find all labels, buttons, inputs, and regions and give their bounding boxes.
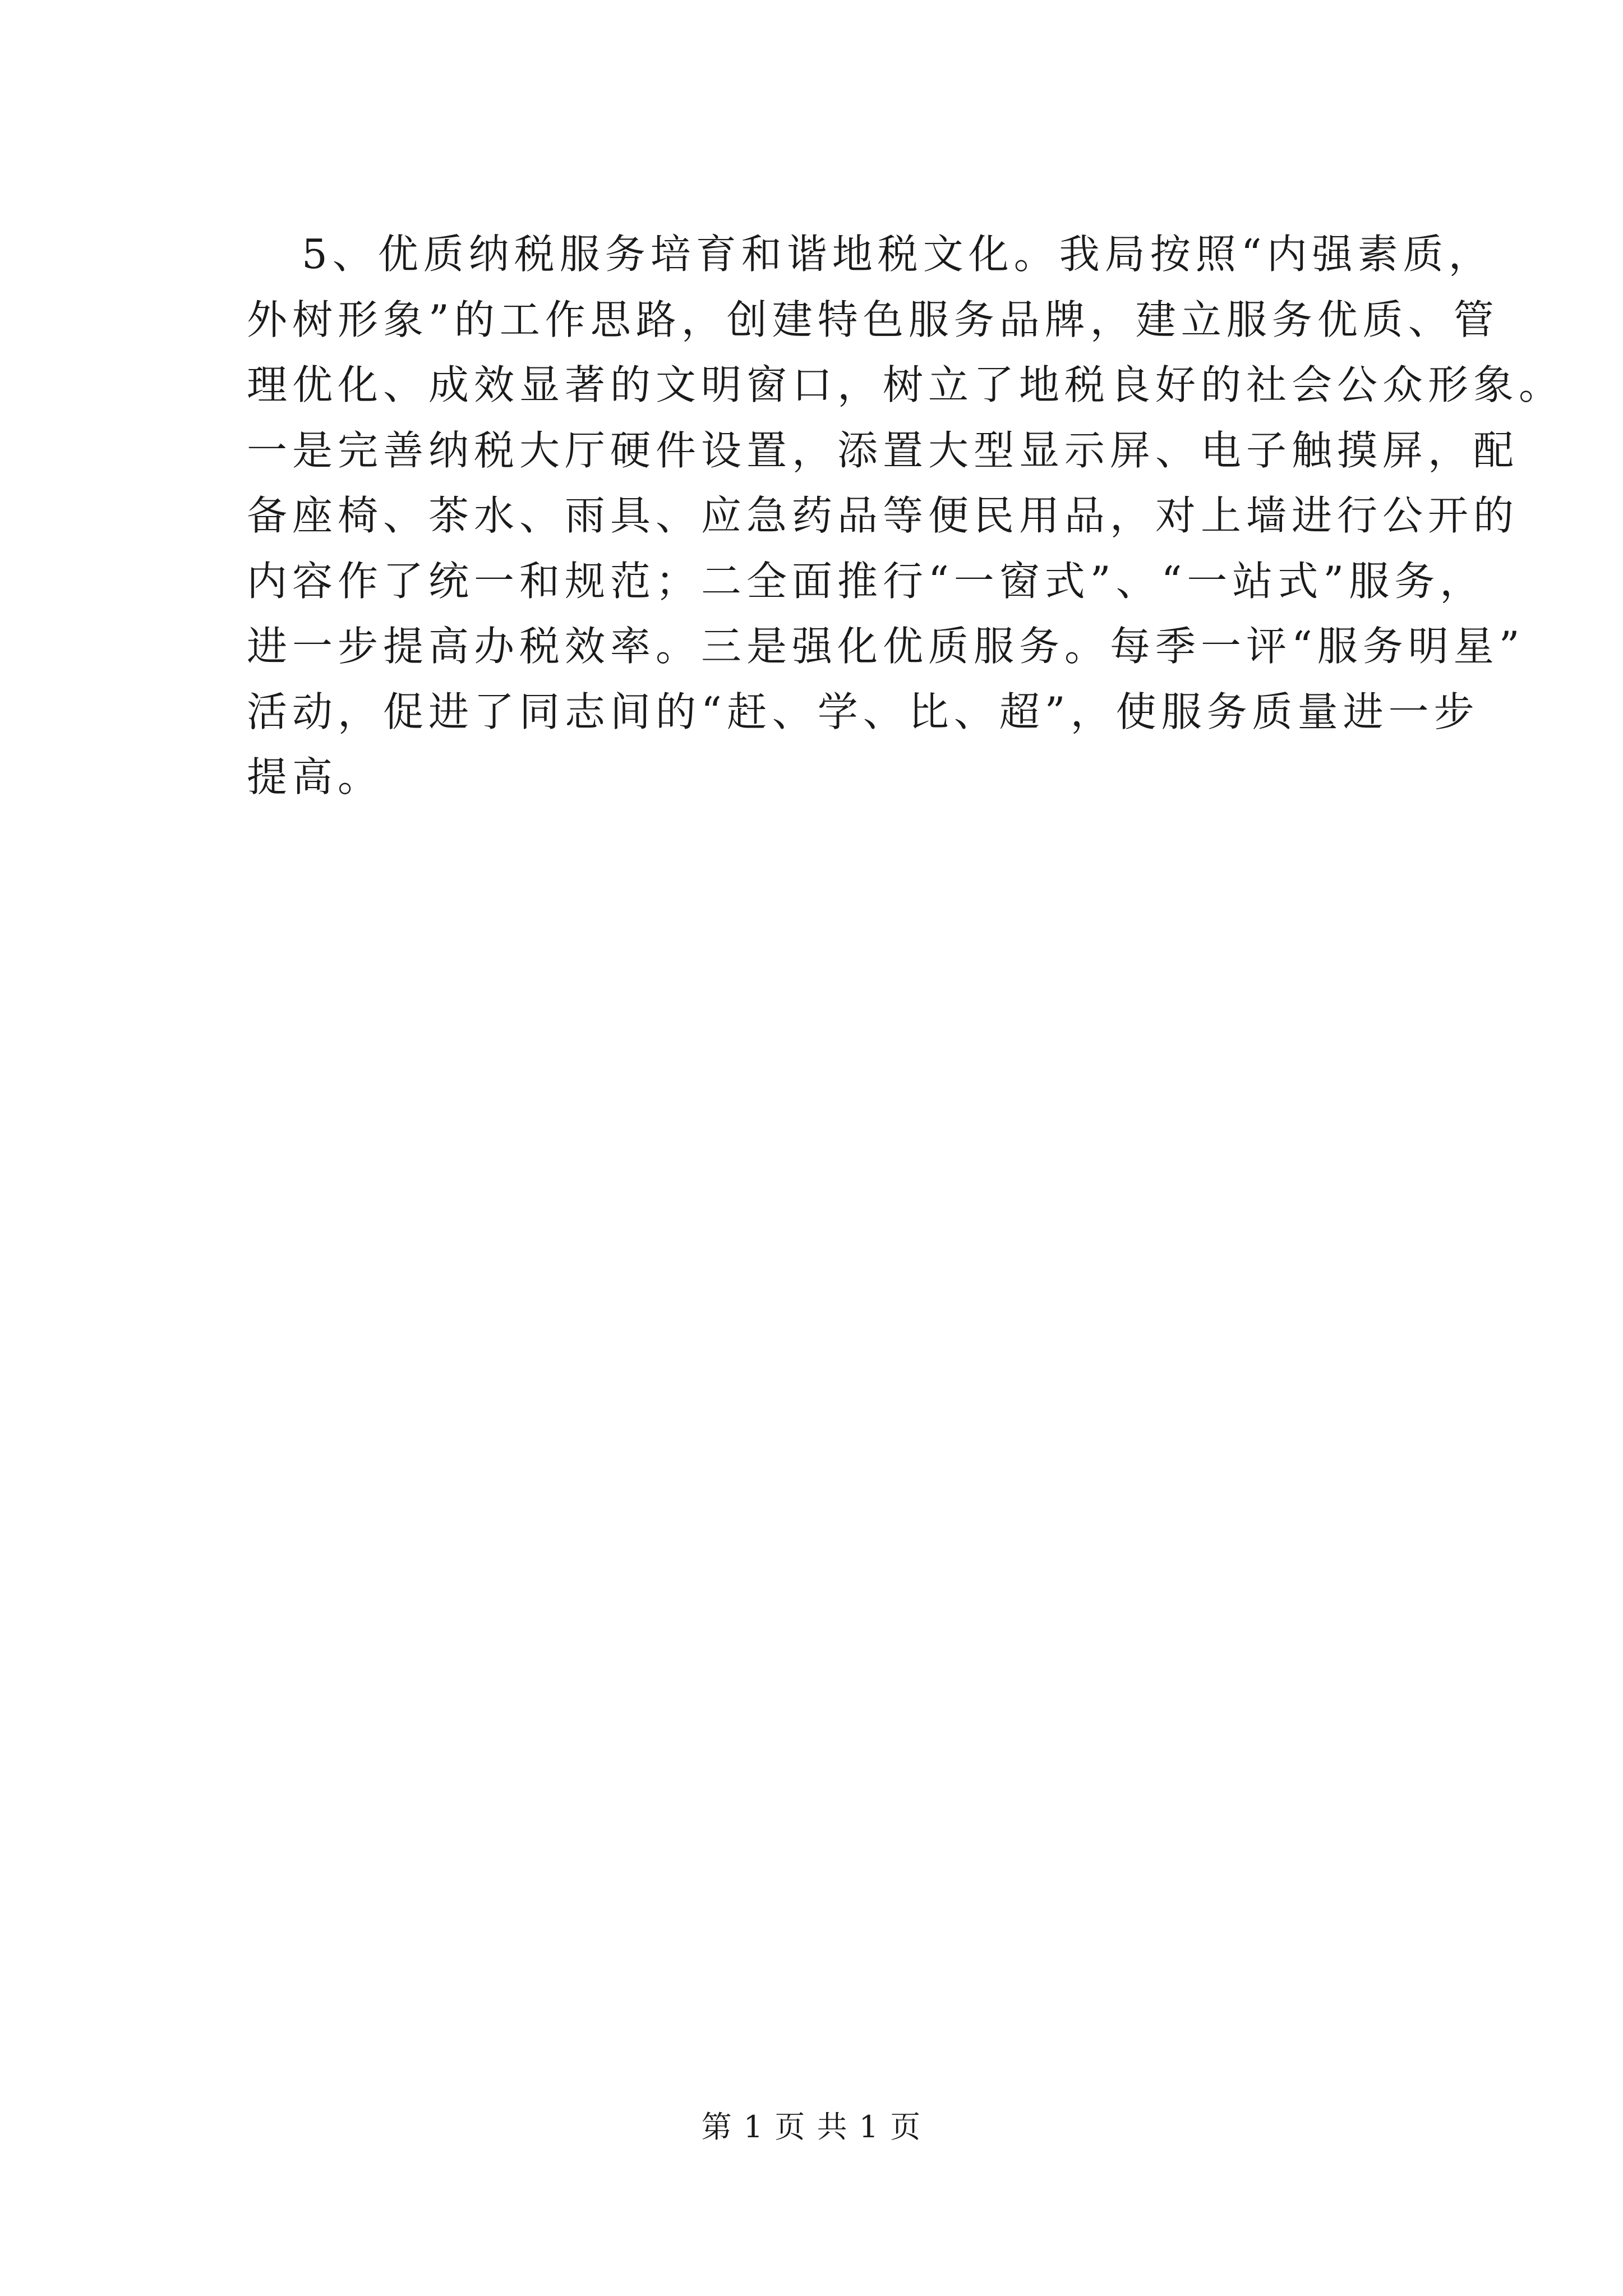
paragraph-line: 理优化、成效显著的文明窗口，树立了地税良好的社会公众形象。 <box>247 361 1565 408</box>
paragraph-line: 外树形象”的工作思路，创建特色服务品牌，建立服务优质、管 <box>247 296 1499 343</box>
paragraph-line: 提高。 <box>247 753 384 800</box>
paragraph-line: 活动，促进了同志间的“赶、学、比、超”，使服务质量进一步 <box>247 688 1479 735</box>
body-paragraph <box>247 222 1565 810</box>
paragraph-line: 内容作了统一和规范；二全面推行“一窗式”、“一站式”服务， <box>247 557 1486 605</box>
page-footer: 第 1 页 共 1 页 <box>701 2109 922 2145</box>
paragraph-line: 5、优质纳税服务培育和谐地税文化。我局按照“内强素质， <box>302 231 1494 278</box>
paragraph-line: 进一步提高办税效率。三是强化优质服务。每季一评“服务明星” <box>247 623 1525 670</box>
paragraph-line: 一是完善纳税大厅硬件设置，添置大型显示屏、电子触摸屏，配 <box>247 426 1519 474</box>
paragraph-line: 备座椅、茶水、雨具、应急药品等便民用品，对上墙进行公开的 <box>247 492 1519 539</box>
